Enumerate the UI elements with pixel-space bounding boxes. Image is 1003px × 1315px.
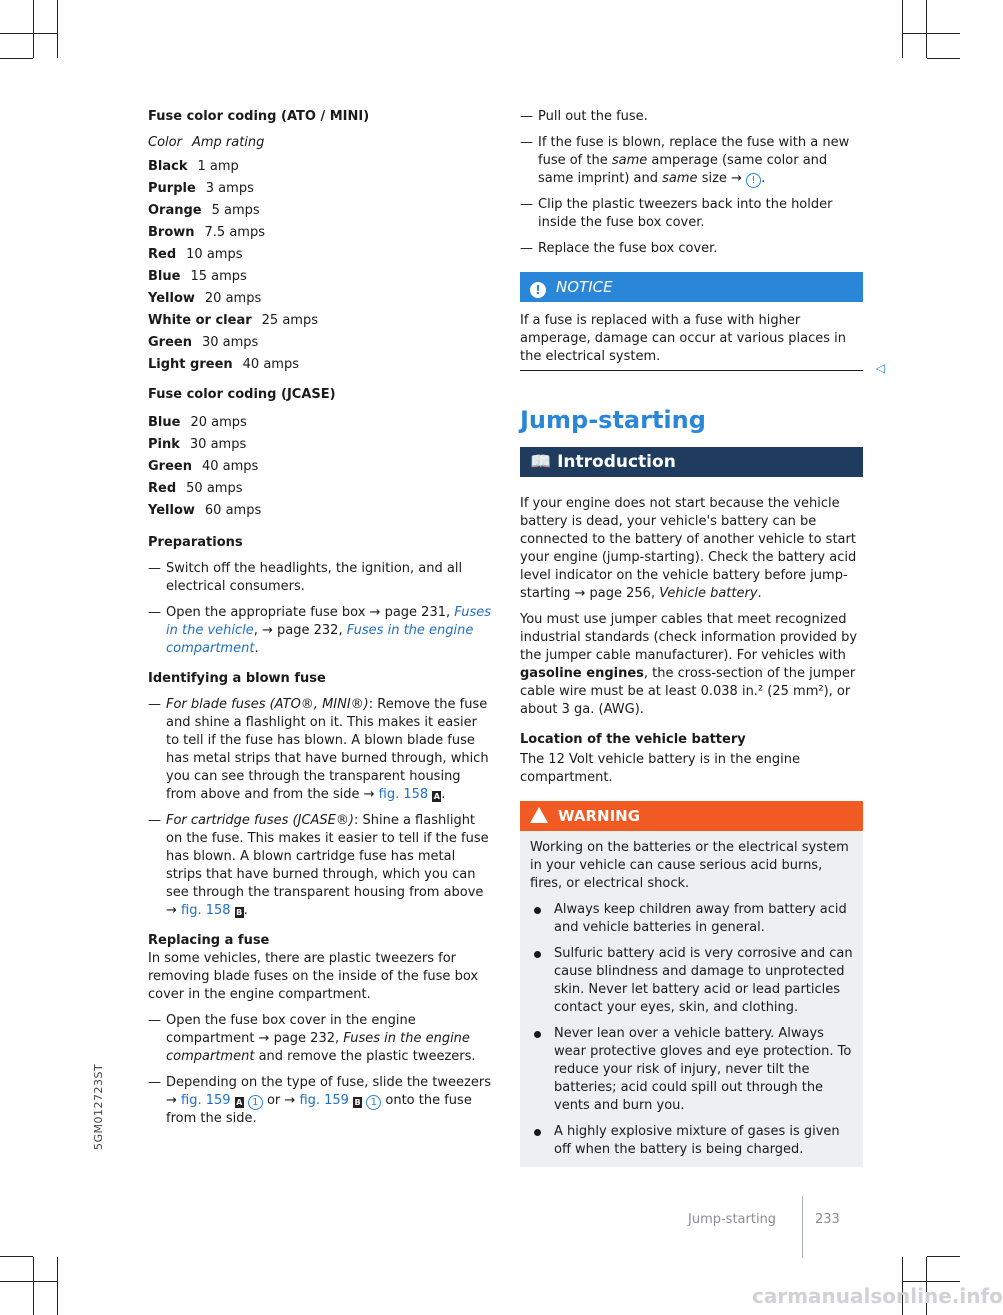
col-color: Color (148, 135, 182, 150)
list-item: — Open the appropriate fuse box → page 231, Fuses in the vehicle, → page 232, Fuses in the engine compartment. (148, 604, 493, 658)
list-item: — Clip the plastic tweezers back into the holder inside the fuse box cover. (520, 196, 863, 232)
paragraph: The 12 Volt vehicle battery is in the engine compartment. (520, 752, 800, 785)
color-row (148, 266, 493, 288)
color-row (148, 156, 493, 178)
color-name: Red (148, 481, 177, 496)
introduction-header: 📖 Introduction (520, 447, 863, 477)
crop-mark (902, 33, 960, 34)
warning-bullet: A highly explosive mixture of gases is given off when the battery is being charged. (530, 1123, 853, 1159)
color-name: Yellow (148, 503, 195, 518)
crop-mark (0, 1256, 33, 1257)
box-label: A (236, 1098, 243, 1107)
paragraph: In some vehicles, there are plastic tweezers for removing blade fuses on the inside of the fuse box cover in the engine compartment. (148, 951, 479, 1002)
list-item: — Open the fuse box cover in the engine compartment → page 232, Fuses in the engine compartment and remove the plastic tweezers. (148, 1012, 493, 1066)
color-name: Red (148, 247, 177, 262)
list-item: — Replace the fuse box cover. (520, 240, 863, 258)
box-label: B (354, 1098, 361, 1107)
crop-mark (33, 0, 34, 58)
amp-value: 50 amps (186, 481, 243, 496)
color-name: White or clear (148, 313, 252, 328)
crop-mark (0, 58, 33, 59)
amp-value: 40 amps (201, 459, 259, 474)
warning-icon (530, 807, 548, 823)
list-item: — If the fuse is blown, replace the fuse with a new fuse of the same amperage (same color and same imprint) and same size → ! . (520, 134, 863, 188)
col-amp: Amp rating (191, 135, 265, 150)
notice-header (520, 272, 863, 302)
amp-value: 15 amps (190, 269, 247, 284)
footer-section: Jump-starting (688, 1212, 777, 1227)
warning-bullet: Never lean over a vehicle battery. Always wear protective gloves and eye protection. To reduce your risk of injury, never tilt the batteries; acid could spill out through the vents and burn you. (530, 1025, 853, 1115)
list-item: — Pull out the fuse. (520, 108, 863, 126)
color-row (148, 478, 493, 500)
crop-mark (927, 58, 960, 59)
color-row (148, 434, 493, 456)
color-row (148, 354, 493, 376)
amp-value: 30 amps (189, 437, 247, 452)
replace-title: Replacing a fuse (148, 933, 270, 948)
list-item: — Switch off the headlights, the ignition, and all electrical consumers. (148, 560, 493, 596)
footer-divider (802, 1196, 803, 1258)
notice-text: If a fuse is replaced with a fuse with higher amperage, damage can occur at various places in the electrical system. ◁ (520, 313, 885, 375)
jcase-list (148, 412, 493, 522)
amp-value: 1 amp (197, 159, 239, 174)
box-label: B (236, 908, 243, 917)
amp-value: 60 amps (204, 503, 262, 518)
page-number: 233 (815, 1212, 840, 1227)
crop-mark (902, 0, 903, 58)
callout-number: 1 (248, 1095, 263, 1110)
preparations-title: Preparations (148, 535, 243, 550)
crop-mark (926, 0, 927, 58)
warning-bullet: Always keep children away from battery acid and vehicle batteries in general. (530, 901, 853, 937)
crop-mark (33, 1257, 34, 1315)
end-triangle-icon: ◁ (875, 361, 885, 375)
color-name: Light green (148, 357, 233, 372)
notice-icon: ! (530, 282, 546, 298)
amp-value: 40 amps (242, 357, 299, 372)
left-column (148, 108, 493, 1136)
color-name: Orange (148, 203, 202, 218)
color-row (148, 288, 493, 310)
identify-title: Identifying a blown fuse (148, 671, 326, 686)
color-name: Brown (148, 225, 195, 240)
list-item: — For cartridge fuses (JCASE®): Shine a flashlight on the fuse. This makes it easier to tell if the fuse has blown. A blown cartridge fuse has metal strips that have burned through, which you can see through the transparent housing from above → fig. 158 B. (148, 812, 493, 920)
box-label: A (433, 792, 440, 801)
right-column (520, 108, 885, 1167)
fig-link[interactable]: fig. 159 (299, 1093, 349, 1108)
color-row (148, 500, 493, 522)
warning-bullets (530, 901, 853, 1159)
link[interactable]: Fuses in the engine compartment (166, 623, 474, 656)
location-title: Location of the vehicle battery (520, 732, 746, 747)
color-name: Green (148, 459, 192, 474)
notice-ref-icon[interactable]: ! (746, 173, 761, 188)
warning-bullet: Sulfuric battery acid is very corrosive and can cause blindness and damage to unprotected skin. Never let battery acid or lead particles contact your eyes, skin, and clothing. (530, 945, 853, 1017)
amp-value: 20 amps (190, 415, 247, 430)
color-name: Purple (148, 181, 196, 196)
jcase-title: Fuse color coding (JCASE) (148, 387, 336, 402)
book-icon: 📖 (530, 452, 552, 472)
document-id: 5GM012723ST (92, 1063, 105, 1150)
amp-value: 25 amps (261, 313, 318, 328)
warning-text: Working on the batteries or the electrical system in your vehicle can cause serious acid burns, fires, or electrical shock. (530, 840, 849, 891)
color-row (148, 332, 493, 354)
fig-link[interactable]: fig. 158 (378, 787, 429, 802)
notice-label: NOTICE (556, 278, 613, 296)
color-row (148, 244, 493, 266)
crop-mark (0, 33, 58, 34)
link[interactable]: Fuses in the vehicle (166, 605, 491, 638)
color-row (148, 310, 493, 332)
callout-number: 1 (366, 1095, 381, 1110)
color-row (148, 412, 493, 434)
amp-value: 3 amps (205, 181, 254, 196)
crop-mark (57, 0, 58, 58)
chapter-title: Jump-starting (520, 406, 706, 434)
list-item: — For blade fuses (ATO®, MINI®): Remove the fuse and shine a flashlight on it. This makes it easier to tell if the fuse has blown. A blown blade fuse has metal strips that have burned through, which you can see through the transparent housing from above and from the side → fig. 158 A. (148, 696, 493, 804)
color-row (148, 200, 493, 222)
crop-mark (57, 1257, 58, 1315)
amp-value: 20 amps (204, 291, 262, 306)
fig-link[interactable]: fig. 159 (181, 1093, 231, 1108)
warning-header: WARNING (520, 801, 863, 831)
color-name: Blue (148, 415, 181, 430)
paragraph: If your engine does not start because the vehicle battery is dead, your vehicle's battery can be connected to the battery of another vehicle to start your engine (jump-starting). Check the battery acid level indicator on the vehicle battery before jump-starting → page 256, Vehicle battery. (520, 496, 857, 601)
watermark: carmanualsonline.info (752, 1284, 1003, 1308)
crop-mark (927, 1256, 960, 1257)
ato-header (148, 134, 493, 152)
color-name: Blue (148, 269, 181, 284)
paragraph: You must use jumper cables that meet recognized industrial standards (check information provided by the jumper cable manufacturer). For vehicles with gasoline engines, the cross-section of the jumper cable wire must be at least 0.038 in.² (25 mm²), or about 3 ga. (AWG). (520, 612, 858, 717)
fig-link[interactable]: fig. 158 (181, 903, 231, 918)
crop-mark (0, 1281, 58, 1282)
color-name: Pink (148, 437, 180, 452)
crop-mark (902, 1281, 960, 1282)
amp-value: 30 amps (201, 335, 259, 350)
color-name: Black (148, 159, 188, 174)
color-row (148, 456, 493, 478)
color-row (148, 222, 493, 244)
color-name: Yellow (148, 291, 195, 306)
ato-list (148, 156, 493, 376)
ato-title: Fuse color coding (ATO / MINI) (148, 109, 370, 124)
color-row (148, 178, 493, 200)
amp-value: 7.5 amps (204, 225, 265, 240)
list-item: — Depending on the type of fuse, slide the tweezers → fig. 159 A 1 or → fig. 159 B 1 onto the fuse from the side. (148, 1074, 493, 1128)
color-name: Green (148, 335, 192, 350)
warning-box (520, 831, 863, 1167)
amp-value: 10 amps (186, 247, 243, 262)
amp-value: 5 amps (211, 203, 260, 218)
